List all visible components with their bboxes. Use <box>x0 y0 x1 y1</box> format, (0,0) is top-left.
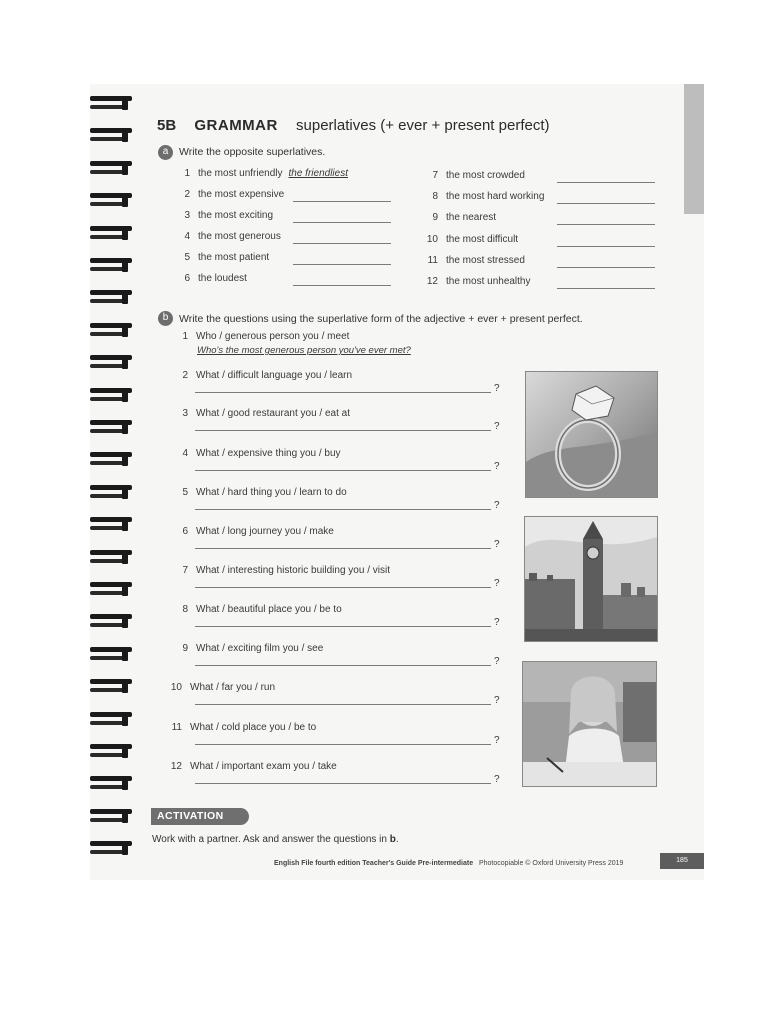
question-prompt: What / far you / run <box>190 682 276 693</box>
activation-label: ACTIVATION <box>151 808 249 825</box>
exercise-a-item <box>172 168 348 179</box>
exercise-a-item <box>172 273 247 284</box>
question-item <box>172 604 342 615</box>
question-item <box>172 643 323 654</box>
exercise-b-instruction: Write the questions using the superlative form of the adjective + ever + present perfect. <box>179 313 583 325</box>
exercise-a-badge: a <box>158 145 173 160</box>
item-text: the nearest <box>446 212 497 224</box>
question-mark: ? <box>494 421 500 432</box>
item-text: the most unfriendly <box>198 168 283 179</box>
item-number: 11 <box>427 254 438 266</box>
spiral-coil <box>88 708 132 730</box>
item-text: the most expensive <box>198 189 285 200</box>
question-mark: ? <box>494 539 500 550</box>
exercise-a-item <box>420 191 544 202</box>
spiral-coil <box>88 286 132 308</box>
activation-text: Work with a partner. Ask and answer the questions in <box>152 834 390 845</box>
spiral-coil <box>88 416 132 438</box>
item-number: 2 <box>184 189 190 200</box>
page-number: 185 <box>660 853 704 869</box>
question-number: 12 <box>170 761 182 772</box>
question-mark: ? <box>494 656 500 667</box>
spiral-coil <box>88 157 132 179</box>
question-item <box>172 487 347 498</box>
question-number: 2 <box>182 370 188 381</box>
question-mark: ? <box>494 695 500 706</box>
question-prompt: What / long journey you / make <box>196 526 334 537</box>
footer <box>274 860 623 867</box>
spiral-coil <box>88 772 132 794</box>
question-answer-line[interactable] <box>195 704 491 705</box>
spiral-coil <box>88 643 132 665</box>
question-answer-line[interactable] <box>195 587 491 588</box>
section-subtitle: superlatives (+ ever + present perfect) <box>296 117 550 134</box>
exercise-a-item <box>420 255 525 266</box>
question-answer-line[interactable] <box>195 470 491 471</box>
exercise-a-instruction: Write the opposite superlatives. <box>179 146 326 158</box>
item-answer: the friendliest <box>288 168 348 179</box>
question-answer-line[interactable] <box>195 783 491 784</box>
question-number: 8 <box>182 604 188 615</box>
question-prompt: What / important exam you / take <box>190 761 337 772</box>
item-number: 4 <box>184 231 190 242</box>
activation-instruction <box>152 834 399 845</box>
spiral-coil <box>88 222 132 244</box>
spiral-coil <box>88 351 132 373</box>
question-mark: ? <box>494 383 500 394</box>
exercise-a-item <box>420 276 531 287</box>
question-prompt: What / exciting film you / see <box>196 643 324 654</box>
big-ben-image <box>525 517 657 641</box>
question-item <box>172 408 350 419</box>
answer-line[interactable] <box>557 288 655 289</box>
answer-line[interactable] <box>557 267 655 268</box>
question-item <box>172 448 341 459</box>
spiral-coil <box>88 481 132 503</box>
item-number: 8 <box>432 191 438 203</box>
answer-line[interactable] <box>557 203 655 204</box>
spiral-coil <box>88 805 132 827</box>
question-mark: ? <box>494 578 500 589</box>
section-label: GRAMMAR <box>194 117 278 134</box>
item-text: the most hard working <box>446 191 545 203</box>
exercise-a-item <box>172 210 273 221</box>
item-text: the most generous <box>198 231 281 242</box>
spiral-coil <box>88 189 132 211</box>
spiral-coil <box>88 92 132 114</box>
spiral-coil <box>88 448 132 470</box>
question-number: 9 <box>182 643 188 654</box>
question-mark: ? <box>494 500 500 511</box>
question-answer-line[interactable] <box>195 744 491 745</box>
page-title <box>157 117 550 134</box>
answer-line[interactable] <box>293 264 391 265</box>
item-text: the most crowded <box>446 170 525 181</box>
exercise-a-item <box>172 252 269 263</box>
item-text: the most difficult <box>446 233 519 245</box>
question-number: 7 <box>182 565 188 576</box>
question-number: 5 <box>182 487 188 498</box>
question-answer-line[interactable] <box>195 392 491 393</box>
footer-book-title: English File fourth edition Teacher's Guide Pre-intermediate <box>274 860 474 867</box>
exercise-a-item <box>420 170 525 181</box>
question-item <box>172 370 352 381</box>
exercise-a-item <box>420 212 496 223</box>
item-number: 9 <box>432 212 438 224</box>
question-mark: ? <box>494 461 500 472</box>
question-item <box>172 565 390 576</box>
question-answer-line[interactable] <box>195 430 491 431</box>
item-text: the most stressed <box>446 254 525 266</box>
unit-code: 5B <box>157 117 177 134</box>
question-answer-line[interactable] <box>195 548 491 549</box>
question-prompt: What / hard thing you / learn to do <box>196 487 347 498</box>
diamond-ring-image <box>526 372 657 497</box>
question-number: 6 <box>182 526 188 537</box>
spiral-coil <box>88 578 132 600</box>
item-text: the most patient <box>198 252 270 263</box>
question-item <box>166 682 275 693</box>
page-edge-tab <box>684 84 704 214</box>
spiral-coil <box>88 675 132 697</box>
spiral-coil <box>88 254 132 276</box>
big-ben-photo <box>524 516 658 642</box>
question-number: 1 <box>182 331 188 342</box>
exercise-a-item <box>420 234 518 245</box>
question-item <box>166 722 316 733</box>
question-answer-line[interactable] <box>195 509 491 510</box>
answer-line[interactable] <box>293 243 391 244</box>
exercise-a-item <box>172 189 284 200</box>
spiral-coil <box>88 740 132 762</box>
answer-line[interactable] <box>557 182 655 183</box>
item-number: 1 <box>184 168 190 179</box>
question-prompt: What / good restaurant you / eat at <box>196 408 350 419</box>
exercise-a-item <box>172 231 281 242</box>
example-answer: Who's the most generous person you've ever met? <box>197 345 411 356</box>
answer-line[interactable] <box>293 201 391 202</box>
answer-line[interactable] <box>557 224 655 225</box>
question-prompt: What / difficult language you / learn <box>196 370 353 381</box>
item-text: the most exciting <box>198 210 274 221</box>
question-answer-line[interactable] <box>195 665 491 666</box>
question-prompt: What / expensive thing you / buy <box>196 448 341 459</box>
question-mark: ? <box>494 735 500 746</box>
question-prompt: What / interesting historic building you / visit <box>196 565 390 576</box>
spiral-coil <box>88 837 132 859</box>
question-number: 3 <box>182 408 188 419</box>
spiral-coil <box>88 610 132 632</box>
item-text: the loudest <box>198 273 247 284</box>
spiral-coil <box>88 513 132 535</box>
question-mark: ? <box>494 774 500 785</box>
student-exam-image <box>523 662 656 786</box>
answer-line[interactable] <box>557 246 655 247</box>
spiral-coil <box>88 384 132 406</box>
question-prompt: What / cold place you / be to <box>190 722 317 733</box>
item-text: the most unhealthy <box>446 276 531 287</box>
item-number: 3 <box>184 210 190 221</box>
question-mark: ? <box>494 617 500 628</box>
question-item <box>172 526 334 537</box>
question-number: 10 <box>170 682 182 693</box>
question-item <box>166 761 337 772</box>
exercise-b-badge: b <box>158 311 173 326</box>
spiral-coil <box>88 546 132 568</box>
answer-line[interactable] <box>293 222 391 223</box>
spiral-binding <box>88 88 138 878</box>
item-number: 10 <box>426 233 438 245</box>
question-answer-line[interactable] <box>195 626 491 627</box>
question-item <box>172 331 349 342</box>
item-number: 7 <box>432 170 438 181</box>
item-number: 12 <box>426 276 438 287</box>
student-exam-photo <box>522 661 657 787</box>
question-number: 4 <box>182 448 188 459</box>
item-number: 5 <box>184 252 190 263</box>
question-prompt: Who / generous person you / meet <box>196 331 350 342</box>
question-number: 11 <box>171 722 182 733</box>
activation-punct: . <box>395 834 399 845</box>
activation-ref: b <box>389 834 396 845</box>
diamond-ring-photo <box>525 371 658 498</box>
spiral-coil <box>88 124 132 146</box>
footer-copyright: Photocopiable © Oxford University Press 2019 <box>478 860 624 867</box>
answer-line[interactable] <box>293 285 391 286</box>
question-prompt: What / beautiful place you / be to <box>196 604 342 615</box>
spiral-coil <box>88 319 132 341</box>
item-number: 6 <box>184 273 190 284</box>
